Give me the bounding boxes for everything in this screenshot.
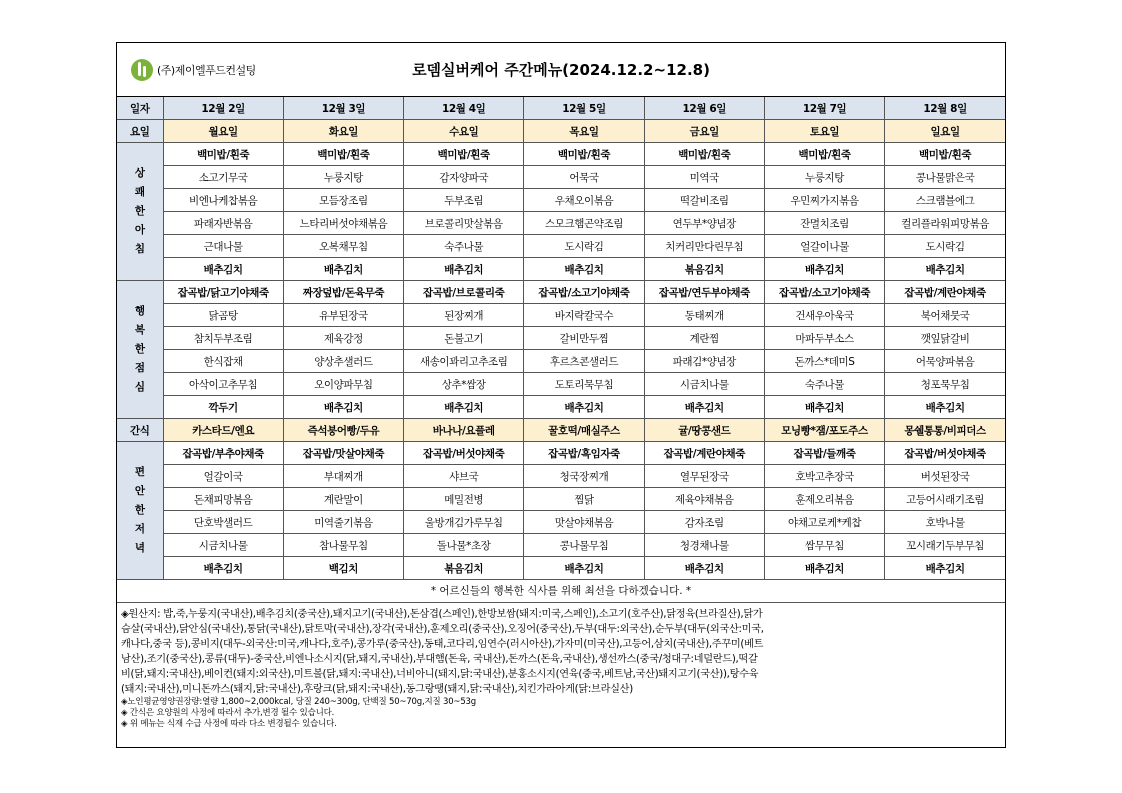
dinner-label-char: 녁 — [134, 542, 145, 554]
dinner-item: 배추김치 — [764, 557, 884, 580]
origin-info — [117, 603, 1005, 697]
dinner-item: 참나물무침 — [283, 534, 403, 557]
breakfast-item: 치커리만다린무침 — [644, 235, 764, 258]
breakfast-item: 백미밥/흰죽 — [404, 143, 524, 166]
lunch-item: 바지락칼국수 — [524, 304, 644, 327]
lunch-item: 배추김치 — [885, 396, 1005, 419]
breakfast-row — [117, 212, 1005, 235]
lunch-item: 양상추샐러드 — [283, 350, 403, 373]
lunch-item: 유부된장국 — [283, 304, 403, 327]
breakfast-item: 우채오이볶음 — [524, 189, 644, 212]
dinner-item: 샤브국 — [404, 465, 524, 488]
dinner-item: 제육야채볶음 — [644, 488, 764, 511]
breakfast-item: 백미밥/흰죽 — [163, 143, 283, 166]
breakfast-item: 배추김치 — [524, 258, 644, 281]
breakfast-item: 모듬장조림 — [283, 189, 403, 212]
lunch-item: 동태찌개 — [644, 304, 764, 327]
snack-item: 바나나/요플레 — [404, 419, 524, 442]
origin-line: ◈원산지: 밥,죽,누룽지(국내산),배추김치(중국산),돼지고기(국내산),돈삼겹(스페인),한방보쌈(돼지:미국,스페인),소고기(호주산),닭정육(브라질산),닭가 — [121, 609, 763, 620]
lunch-item: 한식잡채 — [163, 350, 283, 373]
lunch-label-char: 한 — [134, 343, 145, 355]
weekday-cell: 목요일 — [524, 120, 644, 143]
lunch-item: 아삭이고추무침 — [163, 373, 283, 396]
lunch-label-char: 심 — [134, 381, 145, 393]
lunch-row — [117, 304, 1005, 327]
dinner-row — [117, 465, 1005, 488]
lunch-item: 짜장덮밥/돈육무죽 — [283, 281, 403, 304]
breakfast-item: 백미밥/흰죽 — [283, 143, 403, 166]
lunch-label-char: 점 — [134, 362, 145, 374]
breakfast-item: 느타리버섯야채볶음 — [283, 212, 403, 235]
breakfast-item: 누룽지탕 — [764, 166, 884, 189]
dinner-item: 잡곡밥/계란야채죽 — [644, 442, 764, 465]
snack-item: 모닝빵*잼/포도주스 — [764, 419, 884, 442]
dinner-item: 콩나물무침 — [524, 534, 644, 557]
lunch-label — [117, 281, 163, 419]
dinner-label-char: 저 — [134, 523, 145, 535]
breakfast-label-char: 침 — [134, 243, 145, 255]
origin-line: 비(닭,돼지:국내산),베이컨(돼지:외국산),미트볼(닭,돼지:국내산),너비아니(돼지,닭:국내산),분홍소시지(연육(중국,베트남,국산)돼지고기(국산)),탕수육 — [121, 669, 759, 680]
dinner-item: 배추김치 — [644, 557, 764, 580]
weekday-cell: 월요일 — [163, 120, 283, 143]
dinner-item: 청국장찌개 — [524, 465, 644, 488]
date-cell: 12월 5일 — [524, 97, 644, 120]
dinner-item: 잡곡밥/버섯야채죽 — [404, 442, 524, 465]
breakfast-item: 오복채무침 — [283, 235, 403, 258]
weekday-cell: 금요일 — [644, 120, 764, 143]
date-label: 일자 — [117, 97, 163, 120]
breakfast-item: 누룽지탕 — [283, 166, 403, 189]
date-cell: 12월 7일 — [764, 97, 884, 120]
breakfast-item: 비엔나케찹볶음 — [163, 189, 283, 212]
lunch-item: 북어채뭇국 — [885, 304, 1005, 327]
dinner-item: 잡곡밥/버섯야채죽 — [885, 442, 1005, 465]
dinner-item: 꼬시래기두부무침 — [885, 534, 1005, 557]
sheet-header — [117, 43, 1005, 97]
dinner-item: 훈제오리볶음 — [764, 488, 884, 511]
snack-item: 귤/땅콩샌드 — [644, 419, 764, 442]
lunch-item: 건새우아욱국 — [764, 304, 884, 327]
dinner-item: 잡곡밥/들깨죽 — [764, 442, 884, 465]
lunch-item: 파래김*양념장 — [644, 350, 764, 373]
dinner-item: 돈채피망볶음 — [163, 488, 283, 511]
breakfast-item: 우민찌가지볶음 — [764, 189, 884, 212]
lunch-item: 깻잎닭갈비 — [885, 327, 1005, 350]
lunch-item: 잡곡밥/소고기야채죽 — [764, 281, 884, 304]
breakfast-item: 어묵국 — [524, 166, 644, 189]
lunch-item: 배추김치 — [283, 396, 403, 419]
notes-info — [117, 697, 1005, 730]
lunch-item: 돈까스*데미S — [764, 350, 884, 373]
lunch-item: 된장찌개 — [404, 304, 524, 327]
company-name: (주)제이엘푸드컨설팅 — [157, 64, 256, 77]
note-line: ◈ 위 메뉴는 식재 수급 사정에 따라 다소 변경될수 있습니다. — [121, 719, 337, 729]
dinner-item: 배추김치 — [163, 557, 283, 580]
weekday-cell: 토요일 — [764, 120, 884, 143]
breakfast-item: 백미밥/흰죽 — [644, 143, 764, 166]
dinner-item: 시금치나물 — [163, 534, 283, 557]
breakfast-item: 소고기무국 — [163, 166, 283, 189]
lunch-item: 숙주나물 — [764, 373, 884, 396]
breakfast-item: 두부조림 — [404, 189, 524, 212]
weekday-cell: 수요일 — [404, 120, 524, 143]
lunch-item: 계란찜 — [644, 327, 764, 350]
dinner-item: 감자조림 — [644, 511, 764, 534]
lunch-item: 시금치나물 — [644, 373, 764, 396]
breakfast-item: 콩나물맑은국 — [885, 166, 1005, 189]
breakfast-item: 스크램블에그 — [885, 189, 1005, 212]
breakfast-item: 파래자반볶음 — [163, 212, 283, 235]
lunch-item: 잡곡밥/계란야채죽 — [885, 281, 1005, 304]
lunch-item: 깍두기 — [163, 396, 283, 419]
lunch-row — [117, 350, 1005, 373]
lunch-item: 잡곡밥/소고기야채죽 — [524, 281, 644, 304]
origin-line: 남산),조기(중국산),콩류(대두)-중국산,비엔나소시지(닭,돼지,국내산),부대햄(돈육, 국내산),돈까스(돈육,국내산),생선까스(중국/청대구:네덜란드),떡갈 — [121, 654, 758, 665]
origin-line: 캐나다,중국 등),콩비지(대두-외국산:미국,캐나다,호주),콩가루(중국산),동태,코다리,임연수(러시아산),가자미(미국산),고등어,삼치(국내산),주꾸미(베트 — [121, 639, 764, 650]
dinner-item: 울방개김가루무침 — [404, 511, 524, 534]
date-cell: 12월 8일 — [885, 97, 1005, 120]
lunch-item: 청포묵무침 — [885, 373, 1005, 396]
lunch-item: 어묵양파볶음 — [885, 350, 1005, 373]
breakfast-row — [117, 189, 1005, 212]
weekly-menu-table — [117, 97, 1005, 580]
dinner-row — [117, 534, 1005, 557]
lunch-item: 갈비만두찜 — [524, 327, 644, 350]
dinner-row — [117, 511, 1005, 534]
dinner-item: 계란말이 — [283, 488, 403, 511]
dinner-item: 부대찌개 — [283, 465, 403, 488]
dinner-item: 백김치 — [283, 557, 403, 580]
lunch-item: 상추*쌈장 — [404, 373, 524, 396]
dinner-item: 쌈무무침 — [764, 534, 884, 557]
dinner-item: 버섯된장국 — [885, 465, 1005, 488]
snack-row — [117, 419, 1005, 442]
lunch-item: 도토리묵무침 — [524, 373, 644, 396]
lunch-item: 배추김치 — [644, 396, 764, 419]
breakfast-label-char: 한 — [134, 205, 145, 217]
dinner-item: 볶음김치 — [404, 557, 524, 580]
note-line: ◈노인평균영양권장량:열량 1,800~2,000kcal, 당질 240~300g, 단백질 50~70g,지질 30~53g — [121, 697, 476, 707]
breakfast-item: 배추김치 — [163, 258, 283, 281]
lunch-row — [117, 373, 1005, 396]
lunch-item: 돈불고기 — [404, 327, 524, 350]
note-line: ◈ 간식은 요양원의 사정에 따라서 추가,변경 될수 있습니다. — [121, 708, 335, 718]
dinner-item: 얼갈이국 — [163, 465, 283, 488]
lunch-item: 오이양파무침 — [283, 373, 403, 396]
dinner-item: 미역줄기볶음 — [283, 511, 403, 534]
lunch-item: 새송이꽈리고추조림 — [404, 350, 524, 373]
dinner-item: 맛살야채볶음 — [524, 511, 644, 534]
dinner-item: 호박나물 — [885, 511, 1005, 534]
date-cell: 12월 6일 — [644, 97, 764, 120]
breakfast-item: 컬리플라워피망볶음 — [885, 212, 1005, 235]
breakfast-label-char: 아 — [134, 224, 145, 236]
dinner-item: 고등어시래기조림 — [885, 488, 1005, 511]
breakfast-item: 숙주나물 — [404, 235, 524, 258]
weekday-cell: 화요일 — [283, 120, 403, 143]
dinner-item: 열무된장국 — [644, 465, 764, 488]
date-row — [117, 97, 1005, 120]
snack-item: 즉석붕어빵/두유 — [283, 419, 403, 442]
breakfast-item: 배추김치 — [404, 258, 524, 281]
lunch-row — [117, 327, 1005, 350]
breakfast-item: 미역국 — [644, 166, 764, 189]
lunch-row — [117, 396, 1005, 419]
snack-item: 꿀호떡/매실주스 — [524, 419, 644, 442]
breakfast-item: 얼갈이나물 — [764, 235, 884, 258]
lunch-item: 마파두부소스 — [764, 327, 884, 350]
page-title: 로뎀실버케어 주간메뉴(2024.12.2~12.8) — [412, 61, 710, 79]
breakfast-item: 스모크햄곤약조림 — [524, 212, 644, 235]
breakfast-item: 백미밥/흰죽 — [524, 143, 644, 166]
dinner-label-char: 안 — [134, 485, 145, 497]
breakfast-item: 배추김치 — [764, 258, 884, 281]
lunch-label-char: 행 — [134, 305, 145, 317]
dinner-item: 잡곡밥/흑임자죽 — [524, 442, 644, 465]
dinner-item: 찜닭 — [524, 488, 644, 511]
breakfast-row — [117, 143, 1005, 166]
dinner-row — [117, 442, 1005, 465]
dinner-label-char: 편 — [134, 466, 145, 478]
lunch-item: 후르츠콘샐러드 — [524, 350, 644, 373]
breakfast-row — [117, 258, 1005, 281]
weekday-row — [117, 120, 1005, 143]
breakfast-item: 떡갈비조림 — [644, 189, 764, 212]
dinner-item: 배추김치 — [885, 557, 1005, 580]
lunch-row — [117, 281, 1005, 304]
snack-item: 몽쉘통통/비피더스 — [885, 419, 1005, 442]
breakfast-item: 잔멸치조림 — [764, 212, 884, 235]
lunch-item: 제육강정 — [283, 327, 403, 350]
lunch-item: 배추김치 — [764, 396, 884, 419]
origin-line: 슴살(국내산),닭안심(국내산),통닭(국내산),닭토막(국내산),장각(국내산),훈제오리(중국산),오징어(중국산),두부(대두:외국산),순두부(대두(외국산:미국, — [121, 624, 764, 635]
lunch-item: 배추김치 — [524, 396, 644, 419]
lunch-label-char: 복 — [134, 324, 145, 336]
dinner-row — [117, 488, 1005, 511]
dinner-row — [117, 557, 1005, 580]
breakfast-label — [117, 143, 163, 281]
breakfast-item: 연두부*양념장 — [644, 212, 764, 235]
date-cell: 12월 3일 — [283, 97, 403, 120]
breakfast-item: 브로콜리맛살볶음 — [404, 212, 524, 235]
breakfast-label-char: 상 — [134, 167, 145, 179]
snack-item: 카스타드/엔요 — [163, 419, 283, 442]
breakfast-item: 배추김치 — [885, 258, 1005, 281]
lunch-item: 참치두부조림 — [163, 327, 283, 350]
breakfast-item: 볶음김치 — [644, 258, 764, 281]
dinner-item: 잡곡밥/부추야채죽 — [163, 442, 283, 465]
breakfast-item: 도시락김 — [885, 235, 1005, 258]
breakfast-item: 도시락김 — [524, 235, 644, 258]
breakfast-row — [117, 166, 1005, 189]
lunch-item: 잡곡밥/브로콜리죽 — [404, 281, 524, 304]
breakfast-item: 감자양파국 — [404, 166, 524, 189]
lunch-item: 잡곡밥/연두부야채죽 — [644, 281, 764, 304]
origin-line: (돼지:국내산),미니돈까스(돼지,닭:국내산),후랑크(닭,돼지:국내산),동그랑땡(돼지,닭:국내산),치킨가라아게(닭:브라실산) — [121, 684, 633, 695]
menu-sheet — [116, 42, 1006, 748]
breakfast-item: 백미밥/흰죽 — [885, 143, 1005, 166]
breakfast-row — [117, 235, 1005, 258]
date-cell: 12월 4일 — [404, 97, 524, 120]
breakfast-label-char: 쾌 — [134, 186, 145, 198]
lunch-item: 잡곡밥/닭고기야채죽 — [163, 281, 283, 304]
dinner-item: 단호박샐러드 — [163, 511, 283, 534]
weekday-label: 요일 — [117, 120, 163, 143]
breakfast-item: 백미밥/흰죽 — [764, 143, 884, 166]
snack-label: 간식 — [117, 419, 163, 442]
lunch-item: 배추김치 — [404, 396, 524, 419]
dinner-label — [117, 442, 163, 580]
breakfast-item: 배추김치 — [283, 258, 403, 281]
dinner-item: 야채고로케*케찹 — [764, 511, 884, 534]
dinner-label-char: 한 — [134, 504, 145, 516]
dinner-item: 메밀전병 — [404, 488, 524, 511]
lunch-item: 닭곰탕 — [163, 304, 283, 327]
notice-text: * 어르신들의 행복한 식사를 위해 최선을 다하겠습니다. * — [117, 580, 1005, 603]
dinner-item: 돌나물*초장 — [404, 534, 524, 557]
date-cell: 12월 2일 — [163, 97, 283, 120]
dinner-item: 잡곡밥/맛살야채죽 — [283, 442, 403, 465]
dinner-item: 호박고추장국 — [764, 465, 884, 488]
dinner-item: 청경채나물 — [644, 534, 764, 557]
weekday-cell: 일요일 — [885, 120, 1005, 143]
dinner-item: 배추김치 — [524, 557, 644, 580]
breakfast-item: 근대나물 — [163, 235, 283, 258]
